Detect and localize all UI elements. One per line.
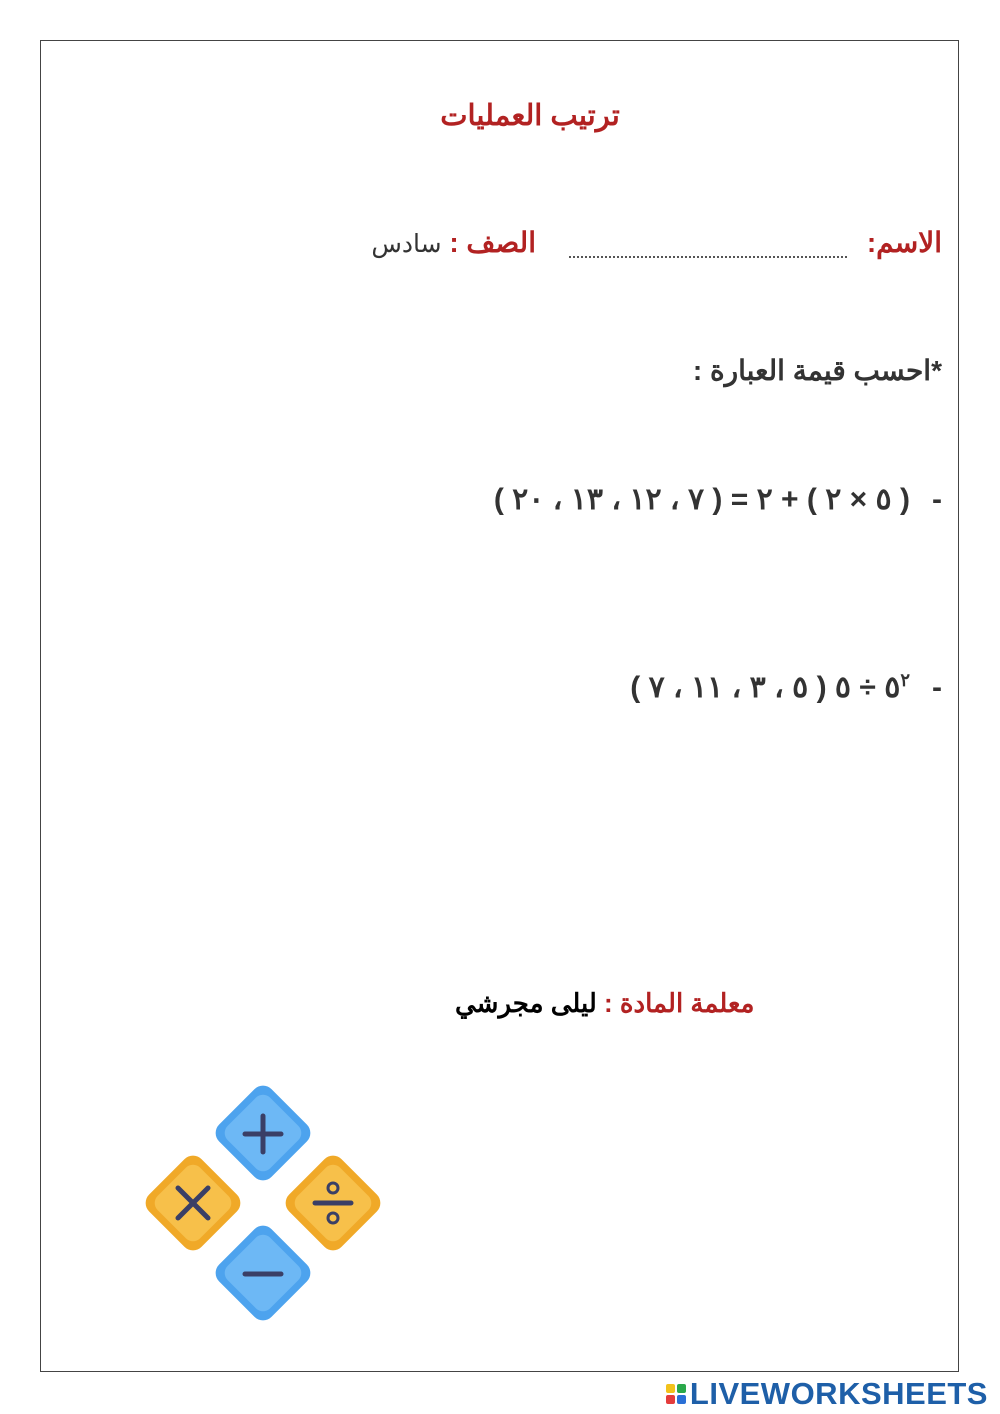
- grade-label: الصف :: [449, 227, 536, 258]
- name-field[interactable]: [569, 256, 847, 258]
- math-operations-logo: [138, 1078, 388, 1328]
- teacher-label: معلمة المادة :: [604, 988, 755, 1018]
- minus-icon: [211, 1221, 316, 1326]
- question-2[interactable]: [630, 670, 942, 705]
- plus-icon: [211, 1081, 316, 1186]
- teacher-line: [455, 988, 754, 1019]
- name-label: الاسم:: [866, 227, 942, 258]
- question-1[interactable]: [494, 482, 942, 517]
- instruction-text: *احسب قيمة العبارة :: [692, 355, 942, 386]
- question-bullet: -: [932, 483, 942, 516]
- liveworksheets-brand[interactable]: [666, 1376, 988, 1412]
- grade-group: [371, 226, 536, 259]
- question-expression: ÷ ٥ ( ٥ ، ٣ ، ١١ ، ٧ ): [630, 671, 876, 704]
- multiply-icon: [141, 1151, 246, 1256]
- question-base: ٥: [884, 671, 901, 704]
- question-expression: ( ٥ × ٢ ) + ٢ = ( ٧ ، ١٢ ، ١٣ ، ٢٠ ): [493, 483, 910, 516]
- question-bullet: -: [932, 671, 942, 704]
- worksheet-title: ترتيب العمليات: [440, 100, 620, 132]
- teacher-name: ليلى مجرشي: [455, 988, 597, 1018]
- grade-value: سادس: [371, 230, 442, 258]
- brand-text: LIVEWORKSHEETS: [689, 1376, 988, 1411]
- brand-logo-icon: [666, 1384, 686, 1404]
- question-exponent: ٢: [900, 670, 910, 690]
- divide-icon: [281, 1151, 386, 1256]
- name-grade-row: [322, 226, 942, 270]
